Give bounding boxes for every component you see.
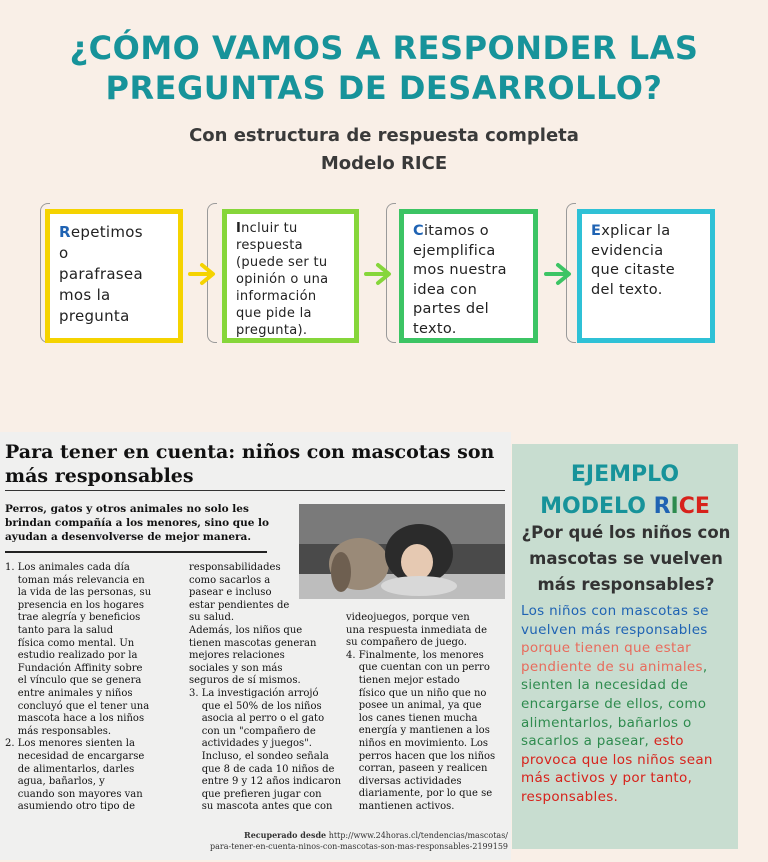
step-text: itamos o ejemplifica mos nuestra idea con partes del texto. [413,223,507,337]
example-heading: EJEMPLO [570,462,680,487]
article-column-3: videojuegos, porque ven una respuesta inmediata de su compañero de juego. 4. Finalmente, los menores que cuentan con un perro tienen mejor estado físico que un niño que no posee un animal, ya que los canes tienen mucha energía y mantienen a los niños en movimiento. Los perros hacen que los niños corran, paseen y realicen diversas actividades diariamente, por lo que se mantienen activos. [346,612,496,812]
credit-label: Recuperado desde [244,830,327,840]
rice-step-repetimos [45,209,183,343]
rice-step-explicar [577,209,715,343]
step-text: epetimos o parafrasea mos la pregunta [59,223,143,325]
article-credit [170,830,508,852]
step-letter: R [59,223,71,241]
example-question: ¿Por qué los niños con mascotas se vuelven más responsables? [521,523,731,594]
rice-step-incluir [222,209,359,343]
step-letter: E [591,223,602,239]
example-answer [521,602,736,807]
step-letter: C [413,223,424,239]
news-article [0,432,511,860]
answer-include: porque tienen que estar pendiente de su animales [521,640,703,675]
chevron-right-icon [364,260,398,288]
divider [5,490,505,491]
subtitle-line2: Modelo RICE [320,153,448,174]
credit-url-line2[interactable]: para-tener-en-cuenta-ninos-con-mascotas-son-mas-responsables-2199159 [210,842,508,851]
page-title-line2: PREGUNTAS DE DESARROLLO? [105,69,663,107]
answer-restate: Los niños con mascotas se vuelven más responsables [521,603,709,638]
subtitle-line1: Con estructura de respuesta completa [189,125,579,146]
model-letter-e: E [694,494,710,519]
example-panel [512,444,738,849]
model-letter-c: C [678,494,695,519]
step-letter: I [236,221,242,236]
article-title: Para tener en cuenta: niños con mascotas son más responsables [5,441,495,487]
page-title-line1: ¿CÓMO VAMOS A RESPONDER LAS [69,29,699,67]
chevron-right-icon [188,260,222,288]
model-letter-r: R [653,494,671,519]
rice-step-citamos [399,209,538,343]
chevron-right-icon [544,260,578,288]
page-subtitle [0,122,768,178]
answer-cite: , sienten la necesidad de encargarse de ellos, como alimentarlos, bañarlos o sacarlos a pasear, [521,658,708,750]
article-column-1: 1. Los animales cada día toman más relevancia en la vida de las personas, su presencia en los hogares trae alegría y beneficios tanto para la salud física como mental. Un estudio realizado por la Fundación Affinity sobre el vínculo que se genera entre animales y niños concluyó que el tener una mascota hace a los niños más responsables. 2. Los menores sienten la necesidad de encargarse de alimentarlos, darles agua, bañarlos, y cuando son mayores van asumiendo otro tipo de [5,562,152,813]
page-title [0,28,768,108]
example-model-heading [512,492,738,522]
answer-explain: esto provoca que los niños sean más activos y por tanto, responsables. [521,733,713,805]
model-prefix: MODELO [540,494,654,519]
article-column-2: responsabilidades como sacarlos a pasear e incluso estar pendientes de su salud. Además, los niños que tienen mascotas generan mejores relaciones sociales y son más seguros de sí mismos. 3. La investigación arrojó que el 50% de los niños asocia al perro o el gato con un "compañero de actividades y juegos". Incluso, el sondeo señala que 8 de cada 10 niños de entre 9 y 12 años indicaron que prefieren jugar con su mascota antes que con [189,562,342,813]
model-letter-i: I [670,494,679,519]
divider [5,551,267,553]
article-lead: Perros, gatos y otros animales no solo les brindan compañía a los menores, sino que lo ayudan a desenvolverse de mejor manera. [5,503,270,543]
step-text: ncluir tu respuesta (puede ser tu opinión o una información que pide la pregunta). [236,221,329,338]
credit-url-line1[interactable]: http://www.24horas.cl/tendencias/mascotas/ [328,831,508,840]
step-text: xplicar la evidencia que citaste del texto. [591,223,675,298]
